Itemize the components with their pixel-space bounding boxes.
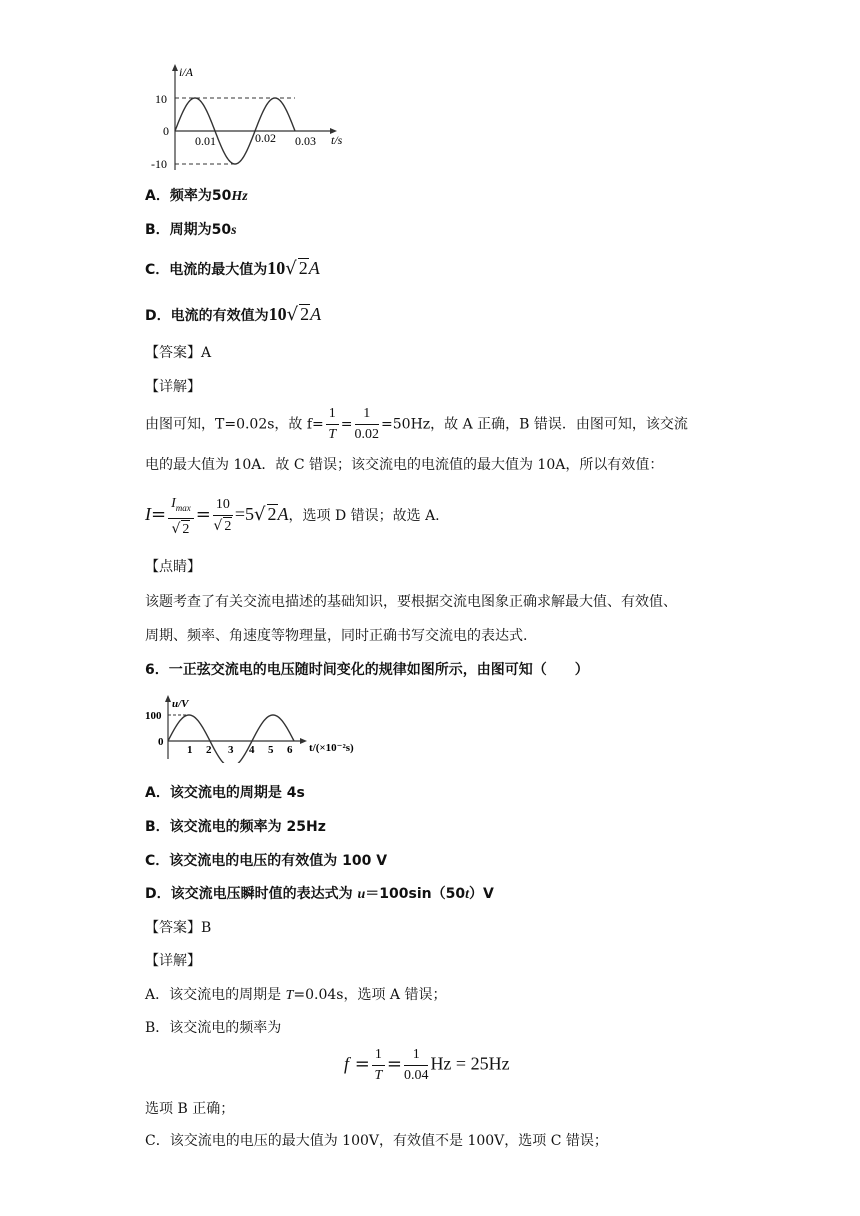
x-tick-0-02: 0.02 bbox=[255, 131, 276, 145]
y-tick-10: 10 bbox=[155, 92, 167, 106]
q6-answer: 【答案】B bbox=[145, 920, 212, 936]
x-tick-3: 3 bbox=[228, 744, 234, 756]
x-tick-0-01: 0.01 bbox=[195, 134, 216, 148]
q6-frequency-formula: f = $\frac{1}{T}$ = $\frac{1}{0.04}$ Hz = 25Hz bbox=[344, 1047, 510, 1083]
q6-option-d: D．该交流电压瞬时值的表达式为 u＝100sin（50t）V bbox=[145, 886, 494, 902]
y-tick-100: 100 bbox=[145, 710, 162, 722]
y-axis-arrow bbox=[172, 64, 178, 71]
x-tick-1: 1 bbox=[187, 744, 193, 756]
y-axis-label: i/A bbox=[179, 65, 193, 79]
q5-comment-line1: 该题考查了有关交流电描述的基础知识，要根据交流电图象正确求解最大值、有效值、 bbox=[145, 594, 677, 610]
q5-option-b: B．周期为50s bbox=[145, 222, 237, 238]
q5-detail-tag: 【详解】 bbox=[145, 379, 201, 395]
x-axis-arrow bbox=[300, 738, 307, 744]
x-tick-0-03: 0.03 bbox=[295, 134, 316, 148]
q5-option-c: C．电流的最大值为10√ 2A bbox=[145, 258, 320, 279]
x-tick-6: 6 bbox=[287, 744, 293, 756]
q5-option-d: D．电流的有效值为10√ 2A bbox=[145, 304, 322, 325]
q5-answer: 【答案】A bbox=[145, 345, 212, 361]
y-axis-label: u/V bbox=[172, 698, 189, 710]
q5-comment-tag: 【点睛】 bbox=[145, 559, 201, 575]
q5-detail-line3: I= $\frac{I_{max}}{√ 2}$ = $\frac{10}{√ 2}$ =5√ 2A，选项 D 错误；故选 A. bbox=[145, 493, 440, 539]
q5-comment-line2: 周期、频率、角速度等物理量，同时正确书写交流电的表达式. bbox=[145, 628, 528, 644]
current-graph bbox=[145, 60, 355, 175]
x-tick-5: 5 bbox=[268, 744, 274, 756]
q6-detail-c: C．该交流电的电压的最大值为 100V，有效值不是 100V，选项 C 错误； bbox=[145, 1133, 608, 1149]
q6-detail-tag: 【详解】 bbox=[145, 953, 201, 969]
y-axis-arrow bbox=[165, 695, 171, 702]
y-tick-0: 0 bbox=[158, 736, 164, 748]
q5-detail-line2: 电的最大值为 10A．故 C 错误；该交流电的电流值的最大值为 10A，所以有效值： bbox=[145, 457, 664, 473]
x-tick-2: 2 bbox=[206, 744, 212, 756]
q6-detail-b: B．该交流电的频率为 bbox=[145, 1020, 282, 1036]
q6-option-c: C．该交流电的电压的有效值为 100 V bbox=[145, 853, 388, 869]
q6-option-b: B．该交流电的频率为 25Hz bbox=[145, 819, 326, 835]
x-axis-label: t/(×10⁻²s) bbox=[309, 742, 354, 754]
q5-option-a: A．频率为50Hz bbox=[145, 188, 248, 204]
q5-detail-line1: 由图可知，T=0.02s，故 f= $\frac{1}{T}$ = $\frac{1}{0.02}$ =50Hz，故 A 正确，B 错误．由图可知，该交流 bbox=[145, 406, 688, 442]
x-axis-label: t/s bbox=[331, 133, 343, 147]
y-tick-0: 0 bbox=[163, 124, 169, 138]
voltage-graph bbox=[145, 693, 375, 763]
x-tick-4: 4 bbox=[249, 744, 255, 756]
q6-detail-a: A．该交流电的周期是 T=0.04s，选项 A 错误； bbox=[145, 987, 447, 1003]
q6-detail-b2: 选项 B 正确； bbox=[145, 1101, 235, 1117]
y-tick-minus-10: -10 bbox=[151, 157, 167, 171]
q6-option-a: A．该交流电的周期是 4s bbox=[145, 785, 305, 801]
q6-stem: 6．一正弦交流电的电压随时间变化的规律如图所示，由图可知（ ） bbox=[145, 662, 589, 678]
